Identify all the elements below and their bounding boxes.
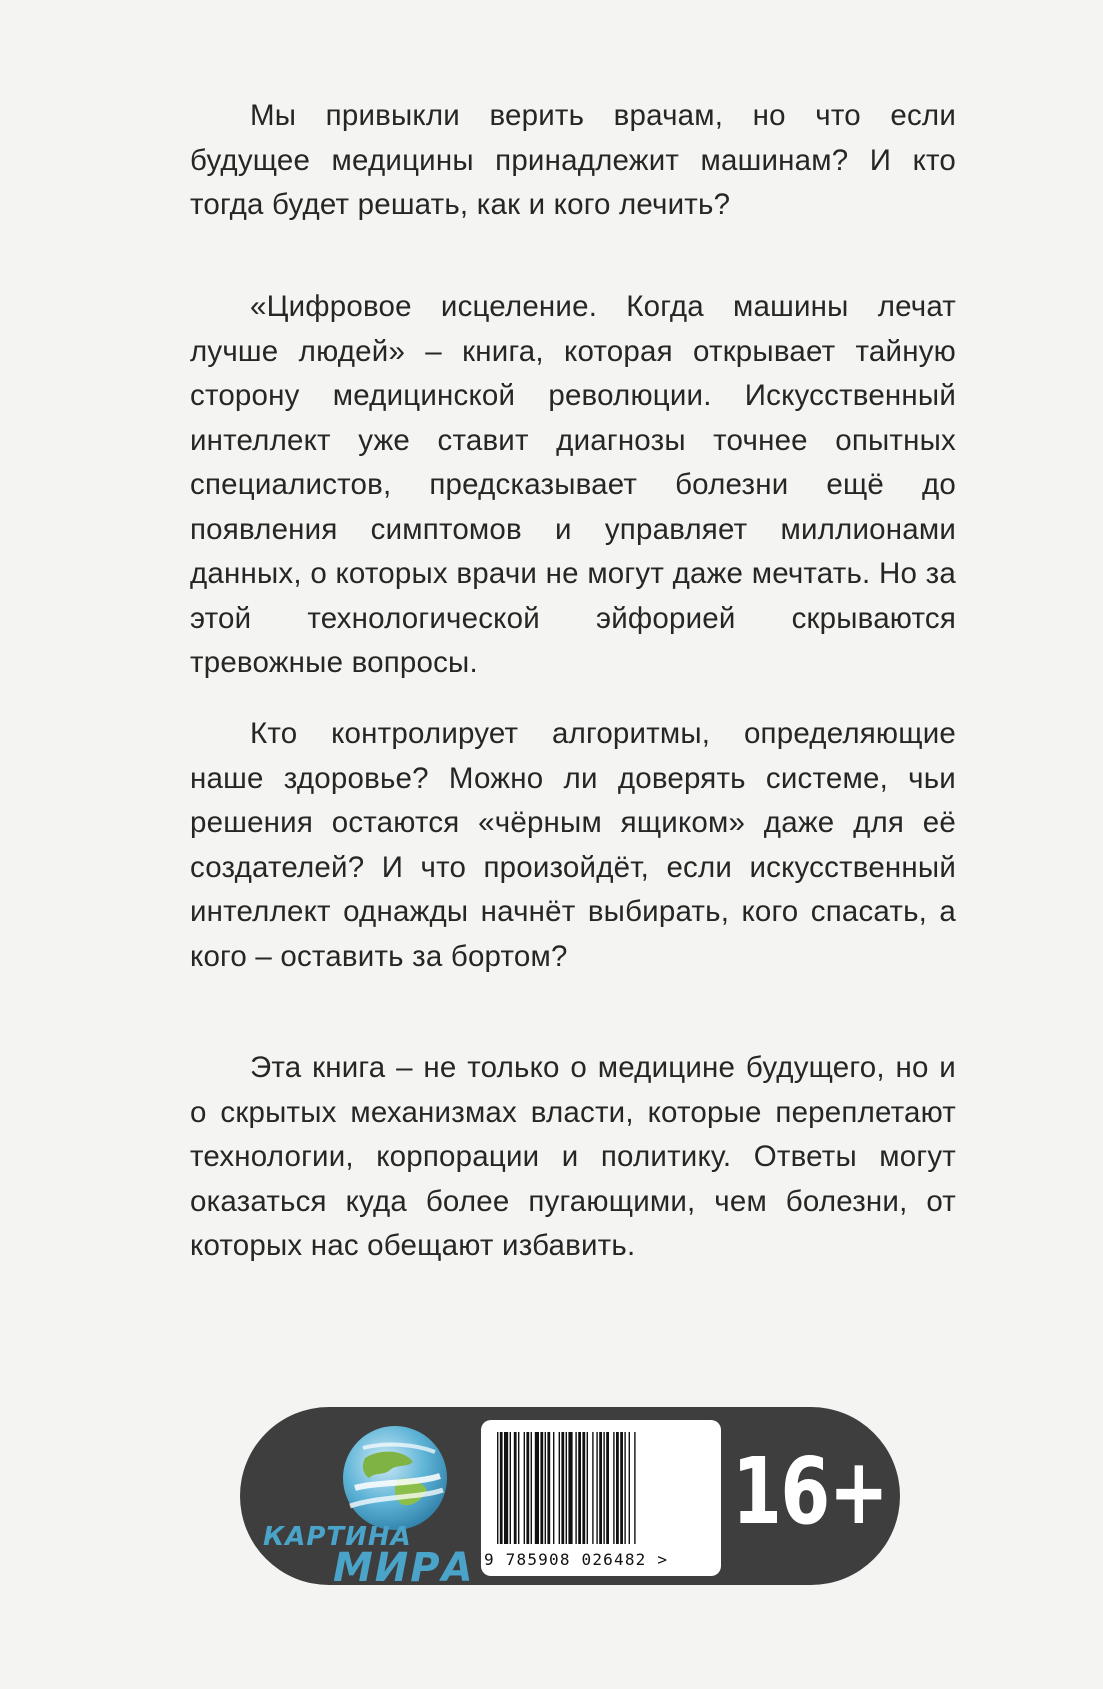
globe-icon [335,1418,455,1538]
barcode-icon [495,1432,707,1550]
age-rating-badge: 16+ [732,1438,888,1545]
isbn-digits: 9 785908 026482 > [484,1550,669,1569]
paragraph-description: «Цифровое исцеление. Когда машины лечат лучше людей» – книга, которая открывает тайную сторону медицинской революции. Искусственный интеллект уже ставит диагнозы точнее опытных специалистов, предсказывает болезни ещё до появления симптомов и управляет миллионами данных, о которых врачи не могут даже мечтать. Но за этой технологической эйфорией скрываются тревожные вопросы. [190,290,956,679]
publisher-logo-line2: МИРА [333,1545,475,1591]
paragraph-conclusion: Эта книга – не только о медицине будущего, но и о скрытых механизмах власти, которые переплетают технологии, корпорации и политику. Ответы могут оказаться куда более пугающими, чем болезни, от которых нас обещают избавить. [190,1051,956,1262]
publisher-logo-line1: КАРТИНА [263,1522,412,1552]
paragraph-intro: Мы привыкли верить врачам, но что если будущее медицины принадлежит машинам? И кто тогда будет решать, как и кого лечить? [190,99,956,221]
paragraph-questions: Кто контролирует алгоритмы, определяющие наше здоровье? Можно ли доверять системе, чьи решения остаются «чёрным ящиком» даже для её создателей? И что произойдёт, если искусственный интеллект однажды начнёт выбирать, кого спасать, а кого – оставить за бортом? [190,717,956,973]
